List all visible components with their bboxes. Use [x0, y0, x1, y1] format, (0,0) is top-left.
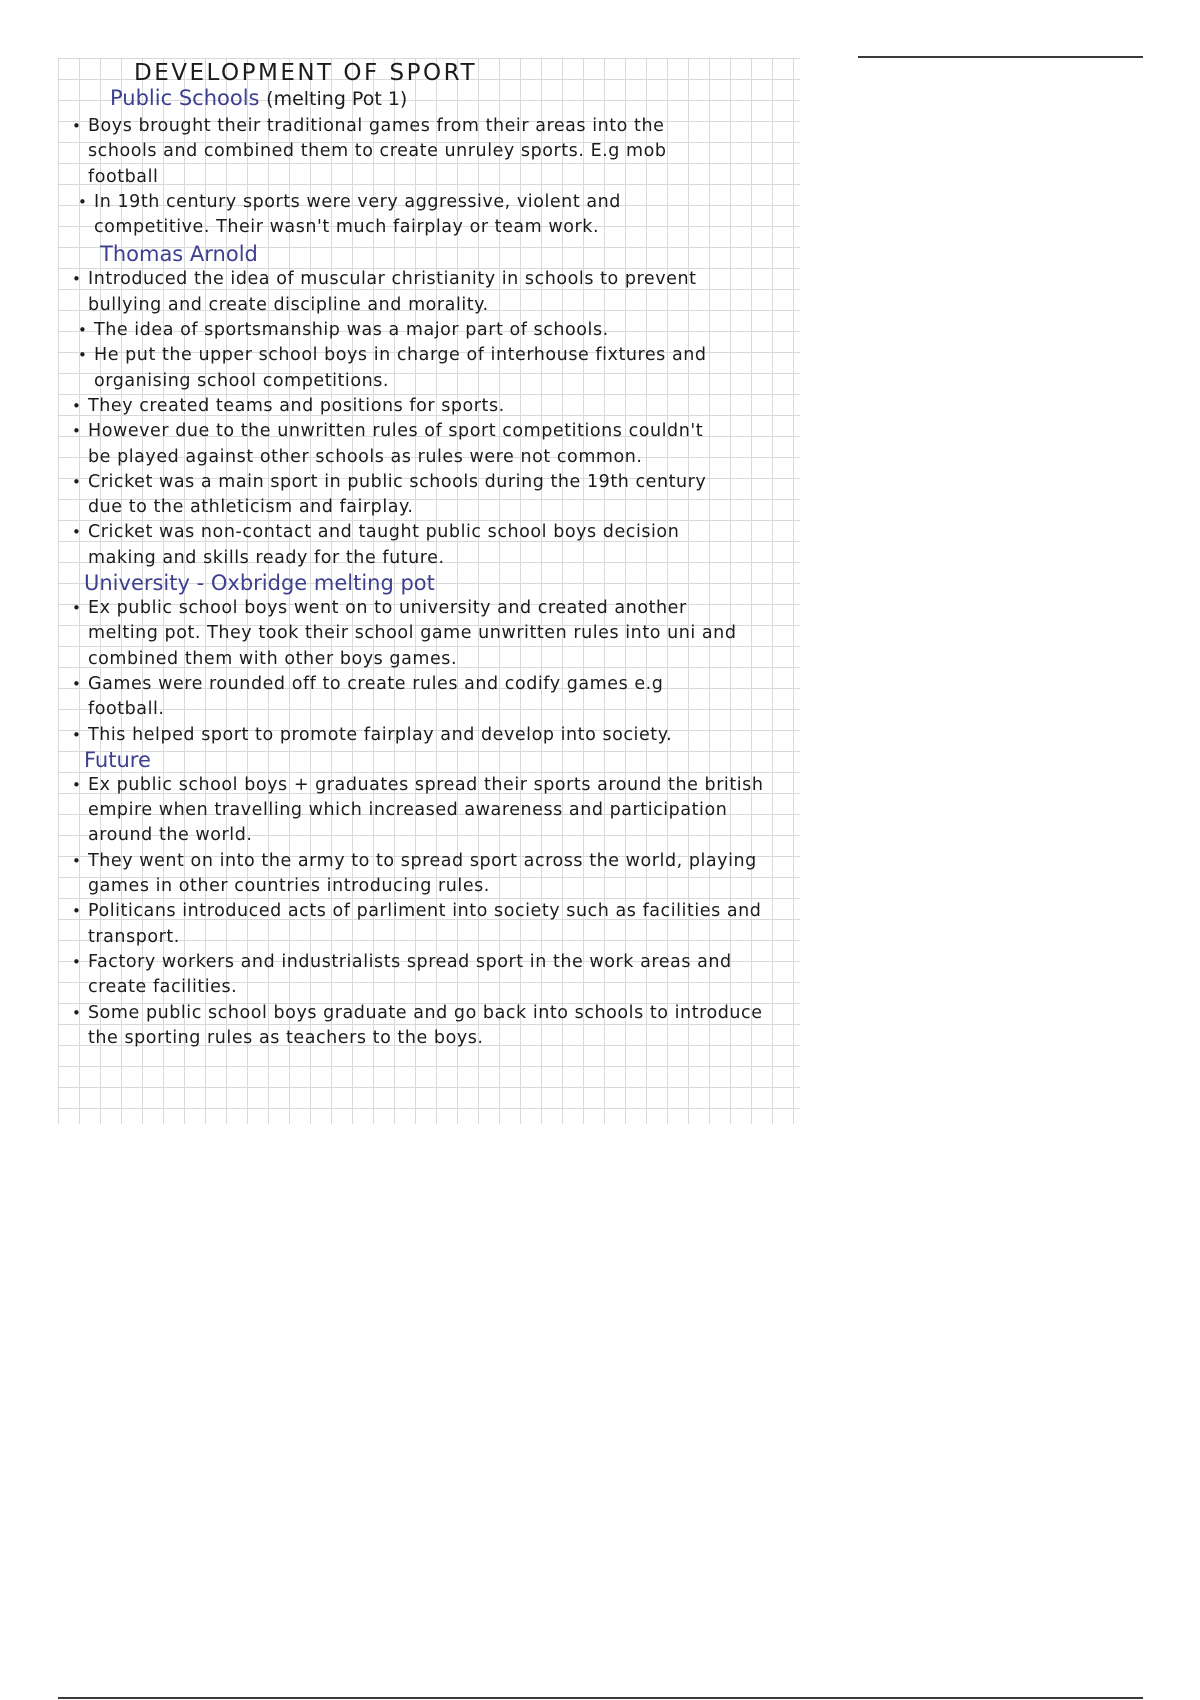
bullet-item: • Ex public school boys + graduates spread their sports around the british empire when travelling which increased awareness and participation around the world.: [72, 773, 788, 849]
bullet-list-thomas-arnold: [72, 267, 812, 571]
bullet-item: • However due to the unwritten rules of sport competitions couldn't be played against other schools as rules were not common.: [72, 419, 728, 470]
header-rule: [858, 56, 1143, 58]
bullet-item: • Cricket was a main sport in public schools during the 19th century due to the athleticism and fairplay.: [72, 470, 728, 521]
bullet-list-university: [72, 596, 812, 748]
section-heading-thomas-arnold: Thomas Arnold: [100, 242, 258, 267]
bullet-item: • Politicans introduced acts of parliment into society such as facilities and transport.: [72, 899, 788, 950]
bullet-item: • They created teams and positions for sports.: [72, 394, 728, 419]
bullet-item: • They went on into the army to to spread sport across the world, playing games in other countries introducing rules.: [72, 849, 788, 900]
bullet-item: • In 19th century sports were very aggressive, violent and competitive. Their wasn't much fairplay or team work.: [78, 190, 714, 241]
bullet-item: • Cricket was non-contact and taught public school boys decision making and skills ready for the future.: [72, 520, 728, 571]
section-heading-aside: (melting Pot 1): [266, 88, 408, 110]
bullet-item: • Boys brought their traditional games from their areas into the schools and combined them to create unruley sports. E.g mob football: [72, 114, 708, 190]
footer-rule: [58, 1697, 1143, 1699]
bullet-item: • Ex public school boys went on to university and created another melting pot. They took their school game unwritten rules into uni and combined them with other boys games.: [72, 596, 738, 672]
section-heading-future: Future: [84, 747, 151, 772]
section-heading-text: Public Schools: [110, 86, 260, 110]
section-heading-public-schools: [72, 86, 812, 112]
page-title: DEVELOPMENT OF SPORT: [134, 60, 477, 86]
section-heading-university: University - Oxbridge melting pot: [84, 571, 435, 596]
bullet-item: • The idea of sportsmanship was a major part of schools.: [78, 318, 734, 343]
bullet-item: • This helped sport to promote fairplay and develop into society.: [72, 723, 738, 748]
notes-page: [72, 58, 812, 1051]
bullet-item: • Games were rounded off to create rules and codify games e.g football.: [72, 672, 738, 723]
bullet-item: • Factory workers and industrialists spread sport in the work areas and create facilities.: [72, 950, 788, 1001]
bullet-list-future: [72, 773, 812, 1051]
bullet-list-public-schools: [72, 114, 812, 240]
bullet-item: • Introduced the idea of muscular christianity in schools to prevent bullying and create discipline and morality.: [72, 267, 728, 318]
bullet-item: • He put the upper school boys in charge of interhouse fixtures and organising school competitions.: [78, 343, 734, 394]
bullet-item: • Some public school boys graduate and go back into schools to introduce the sporting rules as teachers to the boys.: [72, 1001, 788, 1052]
